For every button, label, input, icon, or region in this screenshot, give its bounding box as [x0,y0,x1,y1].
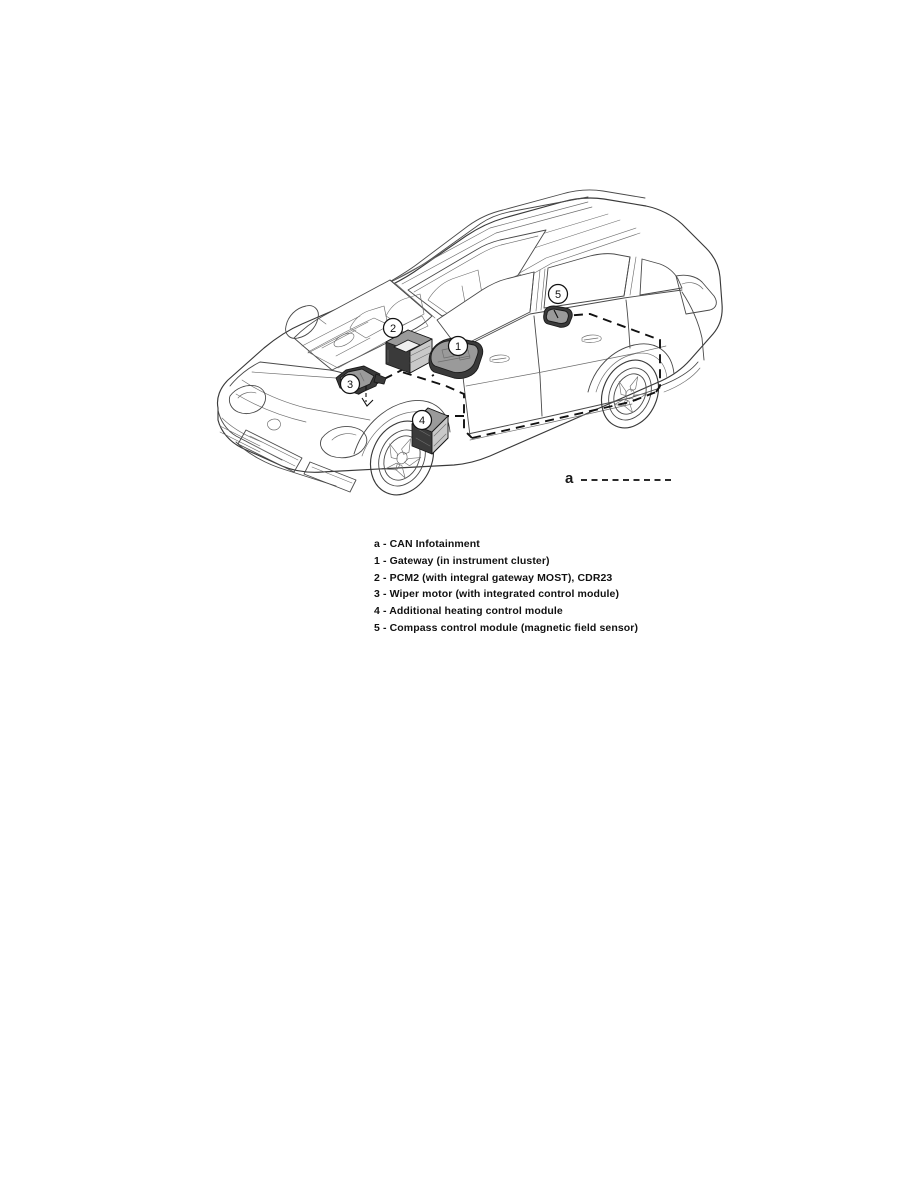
callout-2-number: 2 [389,323,397,335]
legend-item-label: CAN Infotainment [389,538,480,550]
callout-4-number: 4 [418,415,426,427]
bus-key-symbol [565,470,685,494]
bus-key-dashed-line [581,479,671,481]
legend-item-label: Compass control module (magnetic field sensor) [389,621,639,634]
legend [374,536,704,637]
module-compass [544,306,573,327]
bus-key-letter: a [565,470,574,487]
legend-item [374,536,704,553]
callout-5-number: 5 [554,289,562,301]
callout-1-number: 1 [454,341,462,353]
legend-item-id: 1 [374,554,380,567]
legend-item [374,603,704,620]
callout-1 [449,337,468,356]
legend-item-id: 5 [374,621,380,634]
legend-item-separator: - [379,588,390,601]
legend-item-separator: - [379,571,390,584]
callout-3 [341,375,360,394]
legend-item-id: 3 [374,588,380,601]
legend-item [374,620,704,637]
legend-item [374,586,704,603]
legend-item [374,553,704,570]
callout-4 [413,411,432,430]
legend-item-label: Additional heating control module [389,605,563,618]
legend-item-label: PCM2 (with integral gateway MOST), CDR23 [389,571,613,584]
legend-item-separator: - [379,605,390,618]
legend-item-id: 4 [374,605,380,618]
callout-3-number: 3 [346,379,354,391]
legend-item [374,570,704,587]
legend-item-id: a [374,538,380,550]
legend-item-separator: - [379,621,390,634]
legend-item-label: Wiper motor (with integrated control module) [389,588,620,601]
legend-item-label: Gateway (in instrument cluster) [389,554,550,567]
callout-2 [384,319,403,338]
legend-item-separator: - [379,554,390,567]
callout-5 [549,285,568,304]
vehicle-diagram [190,180,730,510]
legend-item-separator: - [379,538,390,550]
legend-item-id: 2 [374,571,380,584]
